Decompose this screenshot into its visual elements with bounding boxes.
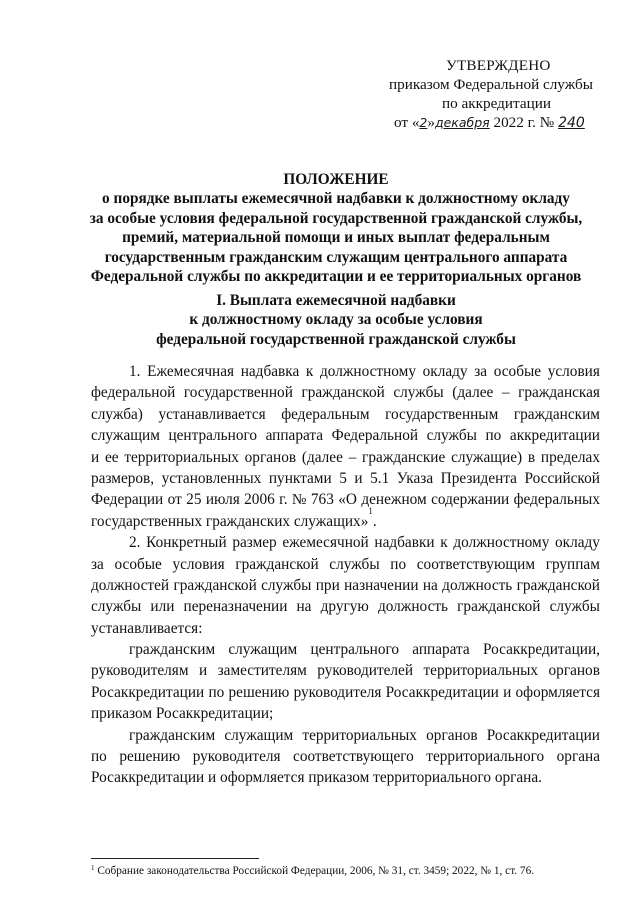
word: органов (244, 448, 297, 466)
word: решению (228, 683, 290, 701)
word: государственным (385, 405, 499, 423)
word: центрального (310, 641, 400, 659)
word: и (503, 683, 512, 701)
word: ежемесячной (282, 534, 369, 552)
word: по (390, 555, 407, 573)
word: руководителя (192, 748, 281, 766)
word: гражданским (129, 641, 216, 659)
text-line (91, 361, 600, 382)
word: переназначении (183, 598, 288, 616)
word: ее (104, 448, 119, 466)
paragraph-2-last-line (91, 618, 600, 639)
word: Росаккредитации, (482, 641, 600, 659)
word: пунктами (268, 469, 332, 487)
text-line (91, 746, 600, 767)
title-line: за особые условия федеральной государственной гражданской службы, (89, 209, 583, 227)
word: соответствующего (293, 748, 414, 766)
word: – (501, 384, 510, 402)
word: службы (393, 384, 444, 402)
word: служащим (224, 726, 294, 744)
text-line (91, 489, 600, 510)
word: или (150, 598, 175, 616)
word: гражданской (516, 576, 600, 594)
word: органов (426, 726, 478, 744)
text-line (91, 447, 600, 468)
word: от (167, 491, 182, 509)
word: органа (556, 748, 600, 766)
section-heading-line: федеральной государственной гражданской службы (156, 330, 516, 348)
word: окладу (422, 363, 468, 380)
section-heading-line: I. Выплата ежемесячной надбавки (216, 292, 456, 309)
word: должностному (319, 363, 416, 380)
word: Росаккредитации (385, 683, 499, 701)
text-line (91, 660, 600, 681)
approval-month-handwritten: декабря (434, 115, 490, 130)
word: условия (172, 555, 225, 573)
paragraph-end: . (372, 512, 377, 530)
word: центрального (168, 427, 258, 445)
word: служащие) (451, 448, 523, 466)
paragraph-3-last-line (91, 703, 600, 724)
title-line: о порядке выплаты ежемесячной надбавки к должностному окладу (102, 190, 570, 208)
paragraph-text: государственных гражданских служащих» (91, 512, 369, 530)
word: содержании (431, 491, 510, 509)
word: должностей (91, 576, 170, 594)
paragraph-2 (91, 532, 600, 618)
paragraph-text: Росаккредитации и оформляется приказом территориального органа. (91, 769, 542, 787)
footnote-reference: 1 (368, 505, 373, 516)
word: Конкретный (146, 534, 227, 552)
word: служащим (228, 641, 298, 659)
word: другую (320, 598, 369, 616)
approval-quote-close: » (427, 114, 435, 131)
word: оформляется (515, 683, 600, 701)
word: федеральной (91, 384, 176, 402)
word: и (91, 448, 100, 466)
word: Росаккредитации (91, 683, 205, 701)
word: условия (547, 363, 600, 380)
text-line (91, 532, 600, 553)
paragraph-4-last-line (91, 767, 600, 788)
title-heading: ПОЛОЖЕНИЕ (283, 171, 389, 188)
word: за (91, 555, 104, 573)
word: по (485, 427, 502, 445)
word: руководителей (317, 662, 414, 680)
word: территориального (426, 748, 545, 766)
word: служащим (91, 427, 160, 445)
word: 2. (129, 534, 141, 552)
word: и (354, 469, 363, 487)
footnote (91, 864, 611, 878)
word: устанавливается (158, 405, 266, 423)
title-line: премий, материальной помощи и иных выплат федеральным (122, 229, 550, 247)
word: федеральных (513, 491, 600, 509)
word: аппарата (265, 427, 324, 445)
text-line (91, 425, 600, 446)
word: размеров, (91, 469, 155, 487)
title-line: государственным гражданским служащим центрального аппарата (104, 248, 568, 266)
approval-stamp (386, 56, 606, 133)
word: территориальных (124, 448, 239, 466)
word: территориальных (423, 662, 539, 680)
word: гражданские (362, 448, 446, 466)
word: Федеральной (331, 427, 419, 445)
word: заместителям (217, 662, 307, 680)
word: гражданской (235, 555, 319, 573)
title-line: Федеральной службы по аккредитации и ее территориальных органов (90, 268, 582, 286)
word: гражданским (513, 405, 600, 423)
approval-year: 2022 г. № (489, 114, 559, 131)
word: соответствующим (416, 555, 536, 573)
word: службы (91, 598, 142, 616)
word: (далее (452, 384, 494, 402)
text-line (91, 596, 600, 617)
word: группам (545, 555, 600, 573)
word: аккредитации (509, 427, 600, 445)
text-line (91, 468, 600, 489)
word: по (208, 683, 225, 701)
word: гражданская (518, 384, 600, 402)
word: решению (119, 748, 181, 766)
text-line (91, 382, 600, 403)
word: должностному (453, 534, 550, 552)
footnote-divider (91, 858, 259, 859)
word: установленных (161, 469, 262, 487)
word: службы (549, 598, 600, 616)
word: Президента (440, 469, 517, 487)
word: и (198, 662, 208, 680)
word: территориальных (302, 726, 417, 744)
word: № (291, 491, 307, 509)
word: федеральным (281, 405, 370, 423)
word: размер (232, 534, 277, 552)
word: при (315, 576, 340, 594)
section-heading (60, 291, 612, 349)
word: – (348, 448, 357, 466)
paragraph-text: приказом Росаккредитации; (91, 705, 274, 723)
word: по (91, 748, 107, 766)
word: особые (493, 363, 542, 380)
word: должность (442, 576, 513, 594)
word: надбавка (240, 363, 300, 380)
word: службы (426, 427, 477, 445)
text-line (91, 682, 600, 703)
word: Федерации (91, 491, 164, 509)
word: надбавки (374, 534, 435, 552)
approval-day-handwritten: 2 (419, 115, 428, 130)
paragraph-1-last-line (91, 505, 600, 532)
word: гражданским (129, 726, 216, 744)
document-title (60, 170, 612, 286)
approval-date-line (386, 113, 606, 133)
word: к (440, 534, 448, 552)
word: руководителям (91, 662, 189, 680)
footnote-marker: 1 (91, 864, 95, 872)
word: органов (548, 662, 600, 680)
word: 763 (310, 491, 334, 509)
word: июля (205, 491, 240, 509)
word: денежном (361, 491, 427, 509)
approval-number-handwritten: 240 (558, 115, 585, 131)
paragraph-3 (91, 639, 600, 703)
approval-date-prefix: от « (394, 114, 420, 131)
word: Росаккредитации (486, 726, 600, 744)
paragraph-4 (91, 725, 600, 768)
approval-agency-line: по аккредитации (442, 95, 551, 112)
word: 25 (186, 491, 202, 509)
word: за (474, 363, 488, 380)
word: пределах (540, 448, 600, 466)
text-line (91, 554, 600, 575)
word: руководителя (293, 683, 382, 701)
document-body (91, 361, 600, 789)
word: (далее (301, 448, 343, 466)
word: Указа (396, 469, 434, 487)
section-heading-line: к должностному окладу за особые условия (189, 311, 483, 329)
word: служба) (91, 405, 143, 423)
word: 5 (339, 469, 347, 487)
text-line (91, 404, 600, 425)
word: службы (261, 576, 312, 594)
paragraph-text: устанавливается: (91, 619, 203, 637)
word: в (527, 448, 536, 466)
word: назначении (344, 576, 419, 594)
word: особые (114, 555, 162, 573)
word: окладу (555, 534, 600, 552)
footnote-text: Собрание законодательства Российской Федерации, 2006, № 31, ст. 3459; 2022, № 1, ст. 76. (94, 865, 535, 877)
word: к (305, 363, 314, 380)
approval-order-line: приказом Федеральной службы (389, 76, 593, 93)
word: гражданской (301, 384, 385, 402)
word: Ежемесячная (147, 363, 235, 380)
text-line (91, 639, 600, 660)
word: Российской (524, 469, 600, 487)
word: государственной (183, 384, 293, 402)
word: на (296, 598, 312, 616)
word: на (422, 576, 438, 594)
word: службы (329, 555, 380, 573)
word: 2006 (244, 491, 275, 509)
word: г. (279, 491, 288, 509)
text-line (91, 725, 600, 746)
word: должность (377, 598, 449, 616)
word: 1. (129, 363, 141, 380)
word: 5.1 (370, 469, 390, 487)
word: гражданской (457, 598, 541, 616)
paragraph-1 (91, 361, 600, 511)
approval-heading: УТВЕРЖДЕНО (446, 57, 551, 74)
text-line (91, 575, 600, 596)
word: «О (338, 491, 357, 509)
word: гражданской (173, 576, 257, 594)
word: аппарата (412, 641, 470, 659)
